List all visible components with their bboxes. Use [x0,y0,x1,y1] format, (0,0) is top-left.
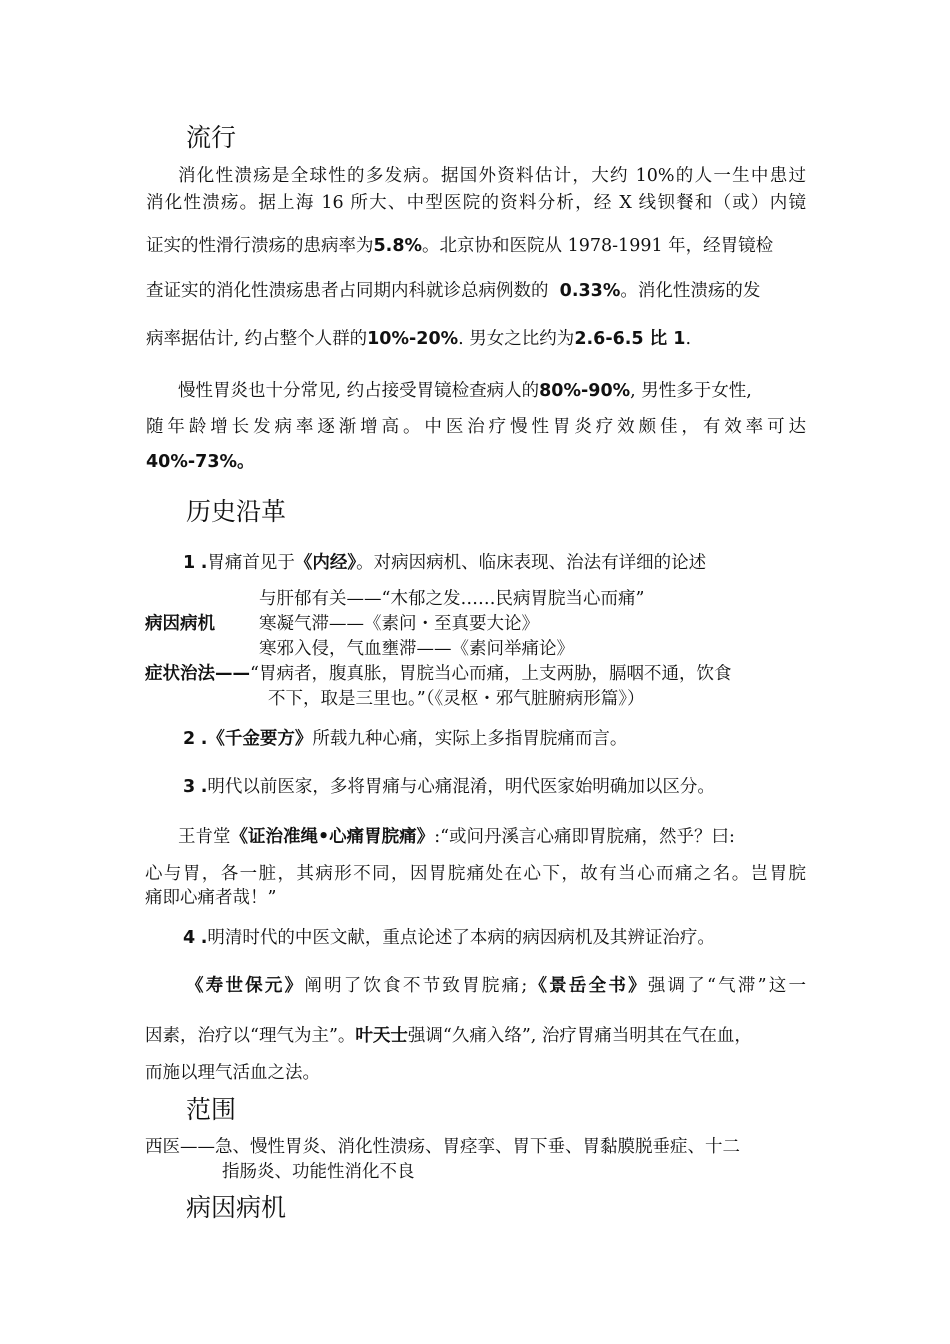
stat-value: 2.6-6.5 比 1 [574,329,686,349]
stat-value: 5.8% [373,236,423,256]
item-number: 3 [183,777,196,797]
book-title: 《寿世保元》 [186,976,305,996]
etiology-row: 与肝郁有关——“木郁之发……民病胃脘当心而痛” [259,589,645,609]
symptom-line: 不下，取是三里也。”（《灵枢・邪气脏腑病形篇》） [268,689,645,709]
symptom-line: 症状治法——“胃病者，腹真胀，胃脘当心而痛，上支两胁，膈咽不通，饮食 [145,664,732,684]
quote-line: 王肯堂《证治准绳•心痛胃脘痛》:“或问丹溪言心痛即胃脘痛，然乎？曰: [178,827,735,847]
stat-value: 0.33% [559,281,621,301]
etiology-row: 寒凝气滞——《素问・至真要大论》 [259,614,539,634]
paragraph-line: 《寿世保元》阐明了饮食不节致胃脘痛;《景岳全书》强调了“气滞”这一 [186,976,807,996]
section-title-etiology: 病因病机 [186,1193,287,1222]
item-number: 2 [183,729,196,749]
stat-value: 80%-90% [539,381,631,401]
quote-line: 痛即心痛者哉！” [145,888,277,908]
symptom-label: 症状治法—— [145,664,250,684]
history-item-3: 3 .明代以前医家，多将胃痛与心痛混淆，明代医家始明确加以区分。 [183,777,715,797]
paragraph-line: 查证实的消化性溃疡患者占同期内科就诊总病例数的 0.33%。消化性溃疡的发 [146,281,761,301]
person-name: 叶天士 [355,1026,408,1046]
paragraph-line: 而施以理气活血之法。 [145,1063,320,1083]
paragraph-line: 因素，治疗以“理气为主”。叶天士强调“久痛入络”, 治疗胃痛当明其在气在血， [145,1026,752,1046]
book-title: 《千金要方》 [207,729,313,749]
history-item-4: 4 .明清时代的中医文献，重点论述了本病的病因病机及其辨证治疗。 [183,928,715,948]
paragraph-line: 随年龄增长发病率逐渐增高。中医治疗慢性胃炎疗效颇佳，有效率可达 [146,417,806,437]
paragraph-line: 消化性溃疡。据上海 16 所大、中型医院的资料分析，经 X 线钡餐和（或）内镜 [146,193,806,213]
book-title: 《内经》 [294,553,357,573]
paragraph-line: 慢性胃炎也十分常见, 约占接受胃镜检查病人的80%-90%, 男性多于女性, [178,381,752,401]
item-number: 1 [183,553,196,573]
etiology-row: 寒邪入侵，气血壅滞——《素问举痛论》 [259,639,574,659]
book-title: 《景岳全书》 [527,976,648,996]
section-title-prevalence: 流行 [186,123,237,152]
history-item-2: 2 .《千金要方》所载九种心痛，实际上多指胃脘痛而言。 [183,729,628,749]
section-title-scope: 范围 [186,1095,237,1124]
history-item-1: 1 .胃痛首见于《内经》。对病因病机、临床表现、治法有详细的论述 [183,553,707,573]
stat-value: 10%-20% [367,329,459,349]
section-title-history: 历史沿革 [186,497,287,526]
paragraph-line: 证实的性滑行溃疡的患病率为5.8%。北京协和医院从 1978-1991 年，经胃镜检 [146,236,774,256]
scope-line: 西医——急、慢性胃炎、消化性溃疡、胃痉挛、胃下垂、胃黏膜脱垂症、十二 [145,1137,740,1157]
book-title: 《证治准绳•心痛胃脘痛》 [230,827,435,847]
scope-line: 指肠炎、功能性消化不良 [222,1162,415,1182]
paragraph-line: 消化性溃疡是全球性的多发病。据国外资料估计，大约 10%的人一生中患过 [178,166,806,186]
item-number: 4 [183,928,196,948]
etiology-label: 病因病机 [145,614,215,634]
paragraph-line: 病率据估计, 约占整个人群的10%-20%. 男女之比约为2.6-6.5 比 1. [146,329,692,349]
stat-value: 40%-73%。 [146,452,255,472]
quote-line: 心与胃，各一脏，其病形不同，因胃脘痛处在心下，故有当心而痛之名。岂胃脘 [145,864,806,884]
